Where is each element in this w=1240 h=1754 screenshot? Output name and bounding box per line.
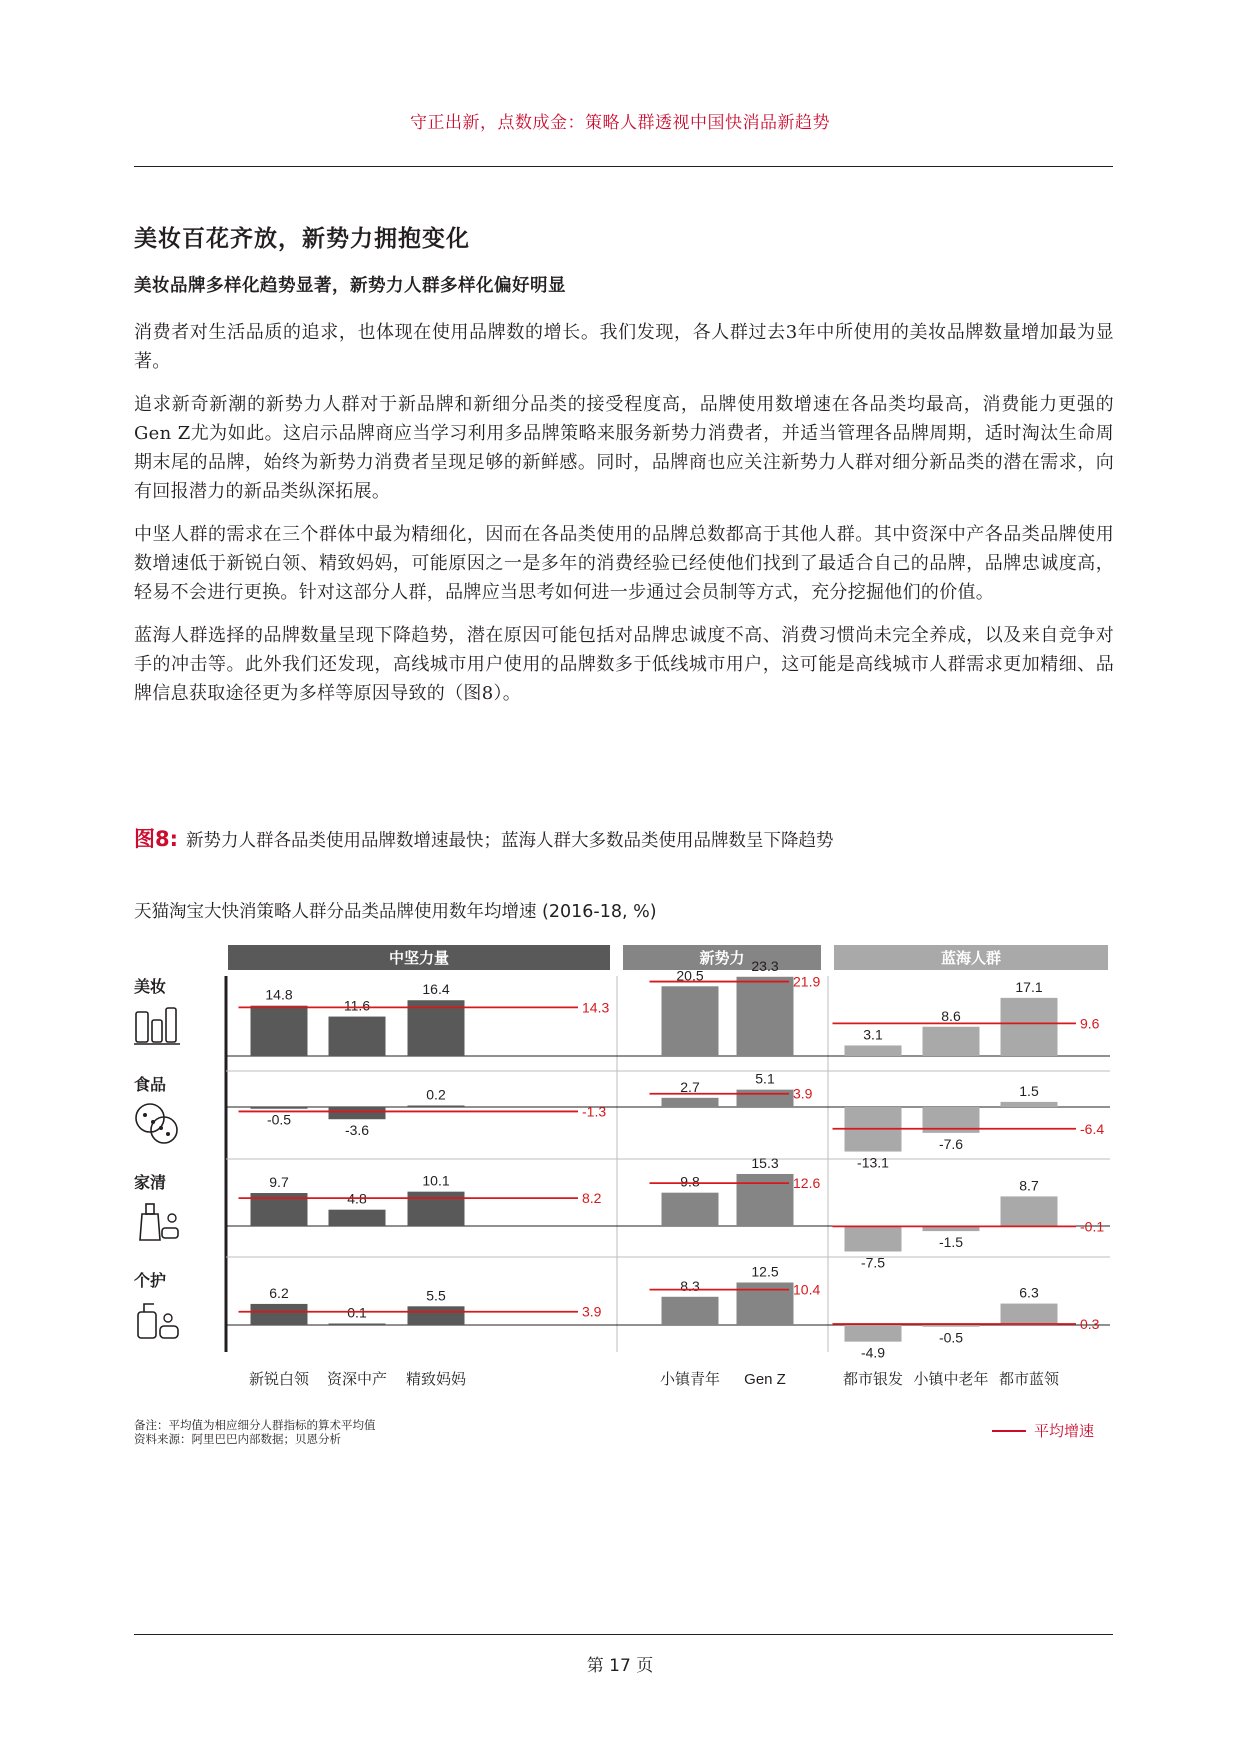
- bar: [662, 1297, 719, 1325]
- average-value-label: 21.9: [793, 973, 821, 990]
- cookie-icon: [136, 1104, 177, 1143]
- bar-value-label: 0.2: [426, 1086, 446, 1103]
- figure-caption: [134, 823, 834, 853]
- section-title: 美妆百花齐放，新势力拥抱变化: [134, 226, 470, 252]
- bar-value-label: 3.1: [863, 1026, 883, 1043]
- average-value-label: 3.9: [582, 1303, 602, 1320]
- group-header-label: 新势力: [699, 950, 745, 967]
- bar-value-label: -7.6: [938, 1135, 964, 1152]
- category-label: 家清: [134, 1175, 167, 1192]
- legend-label: 平均增速: [1034, 1422, 1095, 1440]
- average-value-label: -0.1: [1080, 1218, 1105, 1235]
- bar: [737, 977, 794, 1056]
- bar-value-label: -3.6: [344, 1122, 370, 1139]
- bar: [408, 1000, 465, 1056]
- bar-value-label: 5.1: [755, 1070, 775, 1087]
- category-label: 美妆: [134, 979, 167, 996]
- legend-swatch: [992, 1430, 1026, 1432]
- category-label: 个护: [134, 1273, 167, 1290]
- average-value-label: 3.9: [793, 1085, 813, 1102]
- segment-label: 小镇中老年: [913, 1371, 989, 1388]
- bar-value-label: 0.1: [347, 1304, 367, 1321]
- bar: [408, 1192, 465, 1226]
- chart-title: 天猫淘宝大快消策略人群分品类品牌使用数年均增速 (2016-18, %): [134, 902, 657, 922]
- segment-label: 都市银发: [842, 1371, 904, 1388]
- segment-label: 小镇青年: [659, 1371, 721, 1388]
- paragraph-1: 消费者对生活品质的追求，也体现在使用品牌数的增长。我们发现，各人群过去3年中所使用的美妆品牌数量增加最为显著。: [134, 322, 1114, 372]
- page-number: 第 17 页: [586, 1656, 654, 1676]
- bar-value-label: 10.1: [422, 1172, 450, 1189]
- bar: [923, 1027, 980, 1056]
- bar-value-label: 14.8: [265, 986, 293, 1003]
- bar-value-label: 20.5: [676, 967, 704, 984]
- note-text: 备注：平均值为相应细分人群指标的算术平均值: [134, 1418, 376, 1432]
- paragraph-3: 中坚人群的需求在三个群体中最为精细化，因而在各品类使用的品牌总数都高于其他人群。其中资深中产各品类品牌使用数增速低于新锐白领、精致妈妈，可能原因之一是多年的消费经验已经使他们找到了最适合自己的品牌，品牌忠诚度高，轻易不会进行更换。针对这部分人群，品牌应当思考如何进一步通过会员制等方式，充分挖掘他们的价值。: [134, 524, 1114, 603]
- bar-value-label: 6.2: [269, 1284, 289, 1301]
- bar: [737, 1090, 794, 1107]
- personal-care-icon: [138, 1304, 178, 1338]
- bar-chart: [120, 940, 1120, 1410]
- bar-value-label: -4.9: [860, 1344, 886, 1361]
- segment-label: Gen Z: [744, 1371, 786, 1388]
- segment-label: 资深中产: [326, 1371, 388, 1388]
- average-value-label: 8.2: [582, 1190, 602, 1207]
- bar: [1001, 1304, 1058, 1325]
- source-text: 资料来源：阿里巴巴内部数据；贝恩分析: [134, 1432, 341, 1446]
- bar: [845, 1226, 902, 1252]
- figure-label: 图8:: [134, 827, 179, 851]
- bar: [923, 1325, 980, 1327]
- bar-value-label: 6.3: [1019, 1284, 1039, 1301]
- bar: [408, 1106, 465, 1108]
- average-value-label: 12.6: [793, 1175, 821, 1192]
- bar-value-label: 11.6: [343, 997, 371, 1014]
- bar-value-label: 17.1: [1015, 978, 1043, 995]
- average-value-label: 10.4: [793, 1281, 821, 1298]
- bar-value-label: -1.5: [938, 1234, 964, 1251]
- bar: [251, 1304, 308, 1325]
- body-text: [134, 318, 1114, 722]
- bar-value-label: 23.3: [751, 957, 779, 974]
- segment-label: 都市蓝领: [998, 1371, 1060, 1388]
- segment-label: 新锐白领: [248, 1371, 310, 1388]
- figure-notes: [134, 1418, 376, 1446]
- bar: [251, 1006, 308, 1056]
- bar: [737, 1174, 794, 1226]
- segment-label: 精致妈妈: [405, 1371, 467, 1388]
- bar: [329, 1017, 386, 1056]
- group-header-label: 中坚力量: [388, 950, 450, 967]
- bar: [662, 1193, 719, 1226]
- makeup-icon: [134, 1008, 180, 1044]
- average-value-label: 14.3: [582, 999, 610, 1016]
- bar-value-label: 2.7: [680, 1078, 700, 1095]
- bar-value-label: 8.7: [1019, 1177, 1039, 1194]
- paragraph-2: 追求新奇新潮的新势力人群对于新品牌和新细分品类的接受程度高，品牌使用数增速在各品类均最高，消费能力更强的Gen Z尤为如此。这启示品牌商应当学习利用多品牌策略来服务新势力消费者，并适当管理各品牌周期，适时淘汰生命周期末尾的品牌，始终为新势力消费者呈现足够的新鲜感。同时，品牌商也应关注新势力人群对细分新品类的潜在需求，向有回报潜力的新品类纵深拓展。: [134, 394, 1114, 502]
- section-subtitle: 美妆品牌多样化趋势显著，新势力人群多样化偏好明显: [134, 276, 566, 296]
- footer-divider: [134, 1634, 1113, 1635]
- bar-value-label: 8.3: [680, 1277, 700, 1294]
- bar: [329, 1107, 386, 1119]
- bar-value-label: 5.5: [426, 1287, 446, 1304]
- bar-value-label: -0.5: [266, 1111, 292, 1128]
- bar: [845, 1325, 902, 1342]
- average-value-label: -6.4: [1080, 1120, 1105, 1137]
- bar-value-label: 4.8: [347, 1190, 367, 1207]
- average-value-label: 0.3: [1080, 1315, 1100, 1332]
- category-label: 食品: [134, 1077, 167, 1094]
- bar-value-label: 9.8: [680, 1173, 700, 1190]
- bar-value-label: 9.7: [269, 1174, 289, 1191]
- figure-caption-text: 新势力人群各品类使用品牌数增速最快；蓝海人群大多数品类使用品牌数呈下降趋势: [186, 831, 834, 851]
- bar-value-label: -0.5: [938, 1329, 964, 1346]
- bar: [408, 1306, 465, 1325]
- bar: [329, 1210, 386, 1226]
- bar: [1001, 998, 1058, 1056]
- chart-legend: [992, 1420, 1094, 1441]
- bar-value-label: 15.3: [751, 1154, 779, 1171]
- bar-value-label: 12.5: [751, 1263, 779, 1280]
- average-value-label: 9.6: [1080, 1015, 1100, 1032]
- running-header: 守正出新，点数成金：策略人群透视中国快消品新趋势: [410, 113, 830, 133]
- cleaning-icon: [140, 1204, 178, 1240]
- average-value-label: -1.3: [582, 1103, 607, 1120]
- header-divider: [134, 166, 1113, 167]
- bar: [251, 1107, 308, 1109]
- bar: [845, 1045, 902, 1056]
- bar-value-label: 8.6: [941, 1007, 961, 1024]
- bar: [662, 1098, 719, 1107]
- paragraph-4: 蓝海人群选择的品牌数量呈现下降趋势，潜在原因可能包括对品牌忠诚度不高、消费习惯尚未完全养成，以及来自竞争对手的冲击等。此外我们还发现，高线城市用户使用的品牌数多于低线城市用户，这可能是高线城市人群需求更加精细、品牌信息获取途径更为多样等原因导致的（图8）。: [134, 625, 1114, 704]
- bar: [1001, 1196, 1058, 1226]
- bar: [1001, 1102, 1058, 1107]
- group-header-label: 蓝海人群: [940, 950, 1002, 967]
- bar: [662, 986, 719, 1056]
- bar-value-label: 16.4: [422, 981, 450, 998]
- bar: [329, 1324, 386, 1326]
- bar-value-label: -7.5: [860, 1254, 886, 1271]
- bar-value-label: -13.1: [857, 1154, 889, 1171]
- bar-value-label: 1.5: [1019, 1082, 1039, 1099]
